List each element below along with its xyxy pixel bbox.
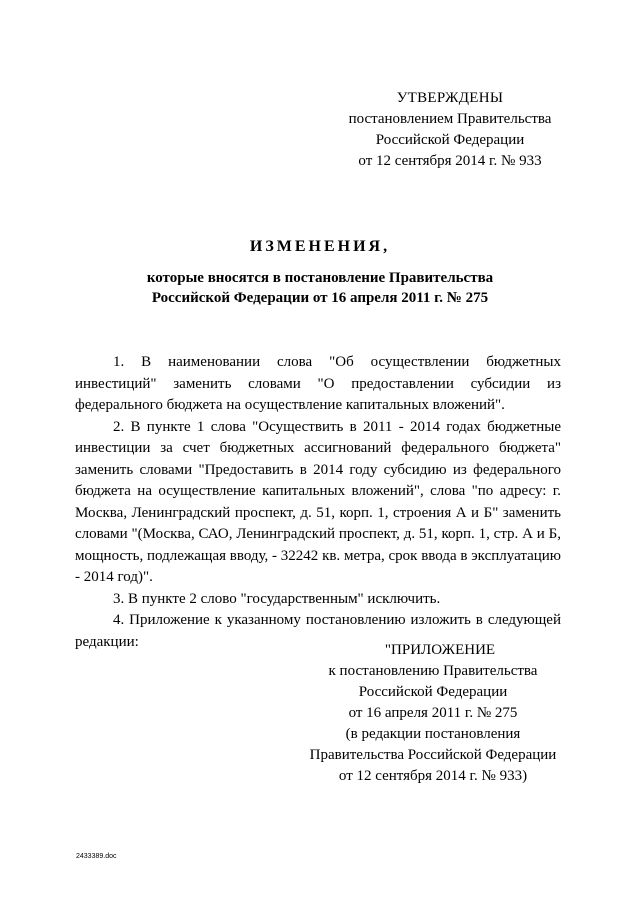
annex-line: от 12 сентября 2014 г. № 933) [338, 768, 528, 784]
paragraph-4: 4. Приложение к указанному постановлению изложить в следующей редакции: [75, 612, 561, 650]
annex-line: к постановлению Правительства [328, 663, 538, 679]
document-heading [60, 236, 580, 308]
paragraph-2: 2. В пункте 1 слова "Осуществить в 2011 - 2014 годах бюджетные инвестиции за счет бюджетных ассигнований федерального бюджета" заменить словами "Предоставить в 2014 году субсидию из федерального бюджета на осуществление капитальных вложений", слова "по адресу: г. Москва, Ленинградский проспект, д. 51, корп. 1, строения А и Б" заменить словами "(Москва, САО, Ленинградский проспект, д. 51, корп. 1, стр. А и Б, мощность, подлежащая вводу, - 32242 кв. метра, срок ввода в эксплуатацию - 2014 год)". [75, 418, 561, 585]
approval-line: постановлением Правительства [348, 111, 552, 127]
annex-title: "ПРИЛОЖЕНИЕ [384, 642, 496, 658]
annex-line: (в редакции постановления [345, 726, 521, 742]
subtitle-line: которые вносятся в постановление Правительства [146, 270, 494, 286]
annex-line: от 16 апреля 2011 г. № 275 [348, 705, 518, 721]
approval-stamp [320, 88, 580, 172]
paragraph-1: 1. В наименовании слова "Об осуществлении бюджетных инвестиций" заменить словами "О предоставлении субсидии из федерального бюджета на осуществление капитальных вложений". [75, 354, 561, 413]
document-file-id: 2433389.doc [76, 853, 117, 860]
document-body [75, 352, 561, 653]
document-subtitle [60, 268, 580, 308]
approval-date-number: от 12 сентября 2014 г. № 933 [358, 153, 542, 169]
annex-line: Российской Федерации [358, 684, 508, 700]
document-title: ИЗМЕНЕНИЯ, [249, 238, 391, 255]
approval-line: Российской Федерации [375, 132, 525, 148]
paragraph-3: 3. В пункте 2 слово "государственным" исключить. [113, 590, 441, 607]
subtitle-line: Российской Федерации от 16 апреля 2011 г. № 275 [151, 290, 489, 306]
approval-title: УТВЕРЖДЕНЫ [396, 90, 504, 106]
annex-line: Правительства Российской Федерации [309, 747, 557, 763]
annex-block [300, 640, 566, 787]
